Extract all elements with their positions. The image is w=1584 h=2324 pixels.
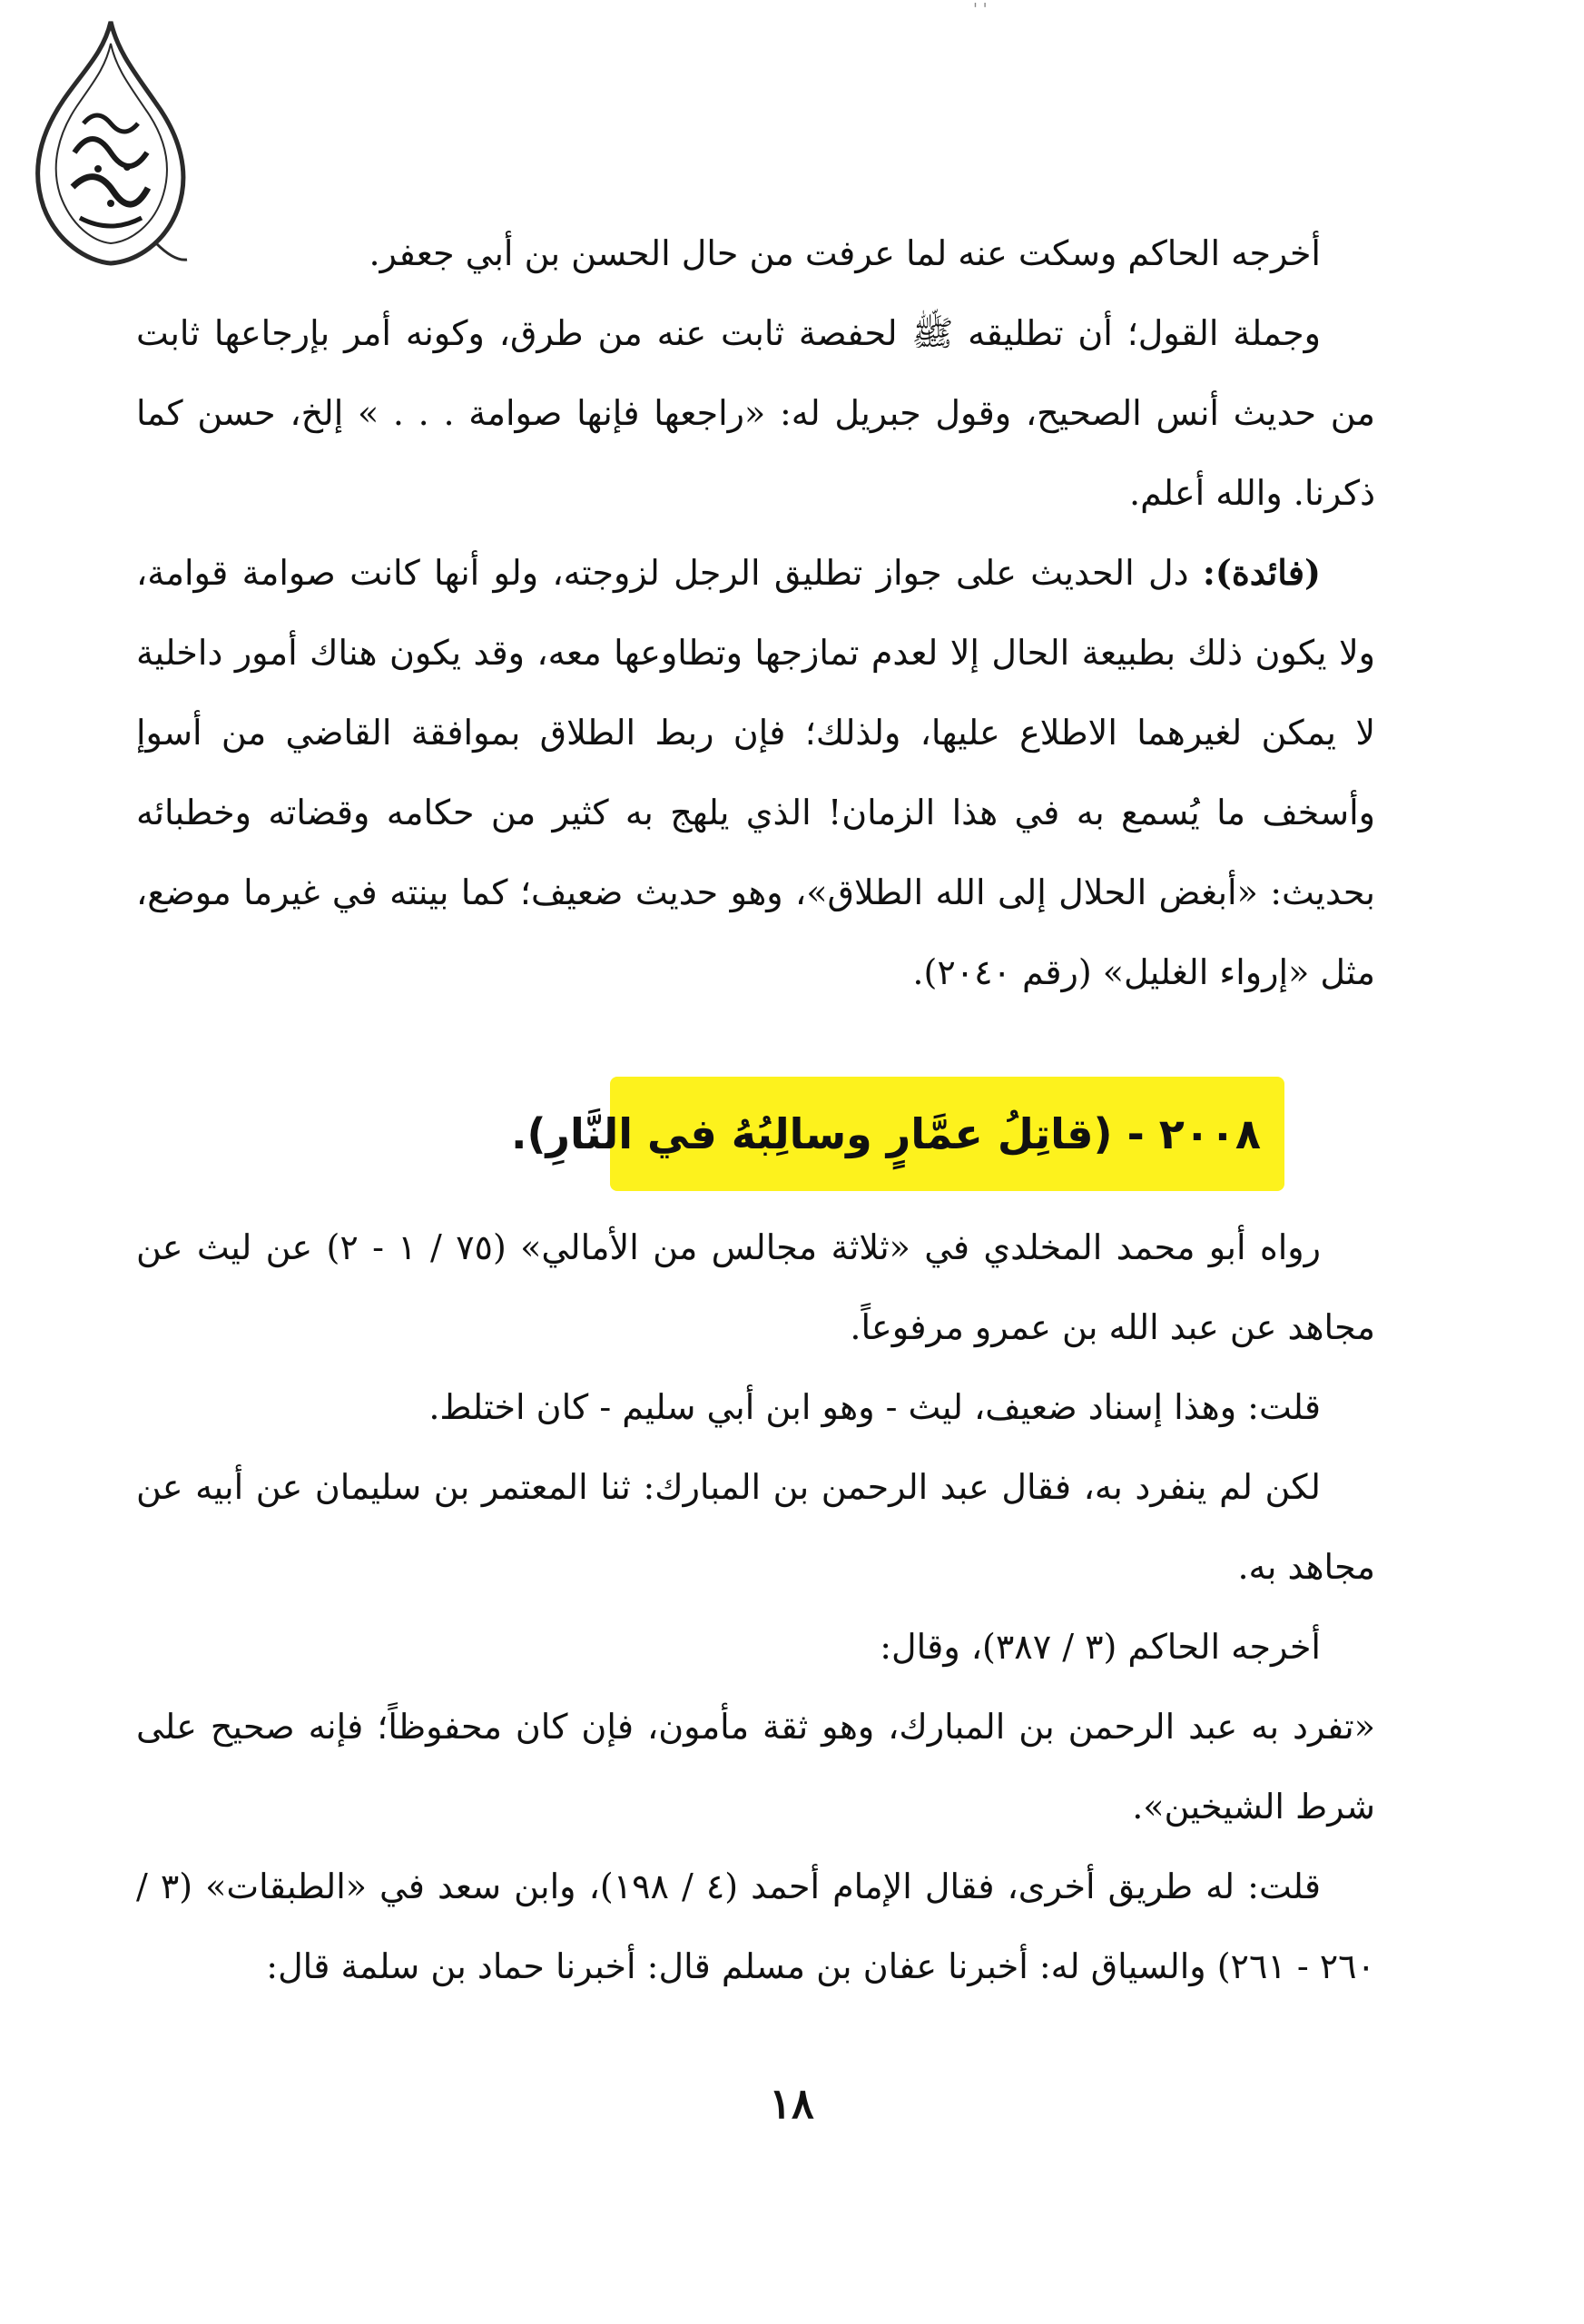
benefit-label: (فائدة): (1202, 552, 1321, 593)
paragraph-not-alone: لكن لم ينفرد به، فقال عبد الرحمن بن المبارك: ثنا المعتمر بن سليمان عن أبيه عن مجاهد به. (136, 1467, 1375, 1587)
paragraph-hakim-2: أخرجه الحاكم (٣ / ٣٨٧)، وقال: (880, 1627, 1321, 1667)
top-mark: ' ' (973, 0, 988, 19)
paragraph-benefit (136, 533, 1375, 1012)
text-block-upper (136, 213, 1375, 1012)
paragraph-hakim-quote: «تفرد به عبد الرحمن بن المبارك، وهو ثقة مأمون، فإن كان محفوظاً؛ فإنه صحيح على شرط الشيخين». (136, 1707, 1375, 1827)
page-number: ١٨ (769, 2079, 814, 2128)
benefit-text: دل الحديث على جواز تطليق الرجل لزوجته، ولو أنها كانت صوامة قوامة، ولا يكون ذلك بطبيعة الحال إلا لعدم تمازجها وتطاوعها معه، وقد يكون هناك أمور داخلية لا يمكن لغيرهما الاطلاع عليها، ولذلك؛ فإن ربط الطلاق بموافقة القاضي من أسوإ وأسخف ما يُسمع به في هذا الزمان! الذي يلهج به كثير من حكامه وقضاته وخطبائه بحديث: «أبغض الحلال إلى الله الطلاق»، وهو حديث ضعيف؛ كما بينته في غيرما موضع، مثل «إرواء الغليل» (رقم ٢٠٤٠). (136, 553, 1375, 992)
paragraph-hakim-1: أخرجه الحاكم وسكت عنه لما عرفت من حال الحسن بن أبي جعفر. (369, 233, 1321, 273)
hadith-heading-highlight (510, 1077, 1284, 1191)
paragraph-weak-chain: قلت: وهذا إسناد ضعيف، ليث - وهو ابن أبي سليم - كان اختلط. (428, 1387, 1321, 1427)
text-block-lower (136, 1207, 1375, 2006)
paragraph-narration: رواه أبو محمد المخلدي في «ثلاثة مجالس من الأمالي» (٧٥ / ١ - ٢) عن ليث عن مجاهد عن عبد الله بن عمرو مرفوعاً. (136, 1227, 1375, 1347)
paragraph-other-route: قلت: له طريق أخرى، فقال الإمام أحمد (٤ / ١٩٨)، وابن سعد في «الطبقات» (٣ / ٢٦٠ - ٢٦١) والسياق له: أخبرنا عفان بن مسلم قال: أخبرنا حماد بن سلمة قال: (136, 1866, 1375, 1986)
paragraph-conclusion: وجملة القول؛ أن تطليقه ﷺ لحفصة ثابت عنه من طرق، وكونه أمر بإرجاعها ثابت من حديث أنس الصحيح، وقول جبريل له: «راجعها فإنها صوامة . . . » إلخ، حسن كما ذكرنا. والله أعلم. (136, 313, 1375, 513)
hadith-heading: ٢٠٠٨ - (قاتِلُ عمَّارٍ وسالِبُهُ في النَّارِ). (510, 1109, 1261, 1158)
